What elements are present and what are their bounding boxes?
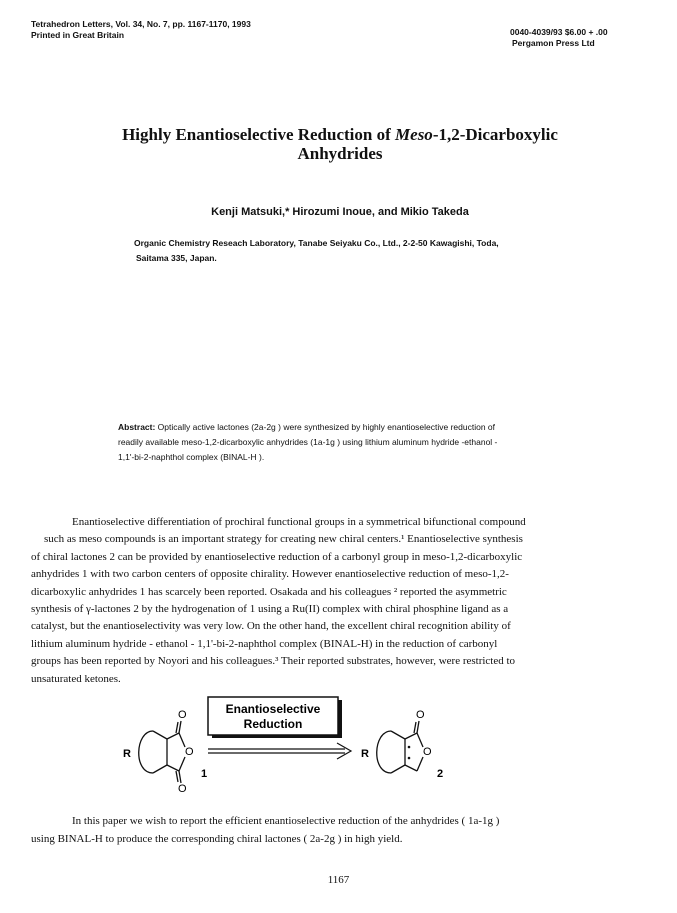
affiliation-line2: Saitama 335, Japan. — [136, 253, 217, 263]
body-line: of chiral lactones 2 can be provided by enantioselective reduction of a carbonyl group in meso-1,2-dicarboxylic — [31, 550, 523, 563]
article-code: 0040-4039/93 $6.00 + .00 — [510, 27, 608, 37]
closing-paragraph — [31, 812, 643, 848]
compound-2-label: 2 — [437, 768, 444, 780]
page-number: 1167 — [327, 874, 350, 886]
abstract-line3: 1,1'-bi-2-naphthol complex (BINAL-H ). — [118, 452, 265, 462]
abstract-label: Abstract: — [118, 422, 156, 432]
publisher-name: Pergamon Press Ltd — [512, 38, 595, 48]
body-line: unsaturated ketones. — [31, 672, 121, 685]
closing-line2: using BINAL-H to produce the corresponding chiral lactones ( 2a-2g ) in high yield. — [31, 833, 403, 845]
r-group-label: R — [123, 748, 131, 760]
reaction-arrow — [208, 743, 351, 759]
title-line2: Anhydrides — [297, 144, 383, 163]
journal-citation: Tetrahedron Letters, Vol. 34, No. 7, pp. 1167-1170, 1993 — [31, 19, 251, 29]
body-line: such as meso compounds is an important strategy for creating new chiral centers.¹ Enantioselective synthesis — [44, 533, 523, 546]
body-line: catalyst, but the enantioselectivity was very low. On the other hand, the excellent chiral recognition ability of — [31, 620, 511, 633]
box-label-line1: Enantioselective — [225, 702, 321, 716]
body-line: anhydrides 1 with two carbon centers of opposite chirality. However enantioselective reduction of meso-1,2- — [31, 568, 509, 581]
compound-2-structure — [377, 721, 423, 773]
abstract — [118, 420, 558, 465]
title-part1: Highly Enantioselective Reduction of — [122, 125, 396, 144]
body-line: groups has been reported by Noyori and his colleagues.³ Their reported substrates, however, were restricted to — [31, 655, 516, 668]
compound-1-label: 1 — [201, 768, 208, 780]
author-list: Kenji Matsuki,* Hirozumi Inoue, and Mikio Takeda — [211, 206, 469, 218]
compound-1-structure — [139, 721, 185, 783]
oxygen-label: O — [416, 709, 425, 721]
body-paragraph — [31, 514, 643, 688]
stereocenter-dot — [408, 757, 411, 760]
article-title — [60, 125, 620, 163]
abstract-line2: readily available meso-1,2-dicarboxylic anhydrides (1a-1g ) using lithium aluminum hydride -ethanol - — [118, 437, 498, 447]
closing-line1: In this paper we wish to report the efficient enantioselective reduction of the anhydrides ( 1a-1g ) — [72, 815, 500, 827]
oxygen-label: O — [178, 783, 187, 795]
journal-header — [31, 19, 251, 41]
body-line: dicarboxylic anhydrides 1 has scarcely been reported. Osakada and his colleagues ² reported the asymmetric — [31, 585, 507, 598]
abstract-line1: Optically active lactones (2a-2g ) were synthesized by highly enantioselective reduction of — [155, 422, 496, 432]
title-part2: -1,2-Dicarboxylic — [432, 125, 558, 144]
stereocenter-dot — [408, 746, 411, 749]
affiliation-line1: Organic Chemistry Reseach Laboratory, Tanabe Seiyaku Co., Ltd., 2-2-50 Kawagishi, Toda, — [134, 238, 499, 248]
oxygen-label: O — [423, 746, 432, 758]
affiliation — [134, 236, 574, 266]
body-line: lithium aluminum hydride - ethanol - 1,1'-bi-2-naphthol complex (BINAL-H) in the reduction of carbonyl — [31, 637, 498, 650]
title-italic: Meso — [395, 125, 433, 144]
r-group-label: R — [361, 748, 369, 760]
body-line: Enantioselective differentiation of prochiral functional groups in a symmetrical bifunctional compound — [72, 516, 526, 528]
box-label-line2: Reduction — [243, 717, 303, 731]
printed-location: Printed in Great Britain — [31, 30, 125, 40]
reaction-scheme — [115, 695, 475, 795]
body-line: synthesis of γ-lactones 2 by the hydrogenation of 1 using a Ru(II) complex with chiral phosphine ligand as a — [31, 603, 509, 616]
oxygen-label: O — [178, 709, 187, 721]
oxygen-label: O — [185, 746, 194, 758]
publisher-header — [510, 27, 608, 49]
